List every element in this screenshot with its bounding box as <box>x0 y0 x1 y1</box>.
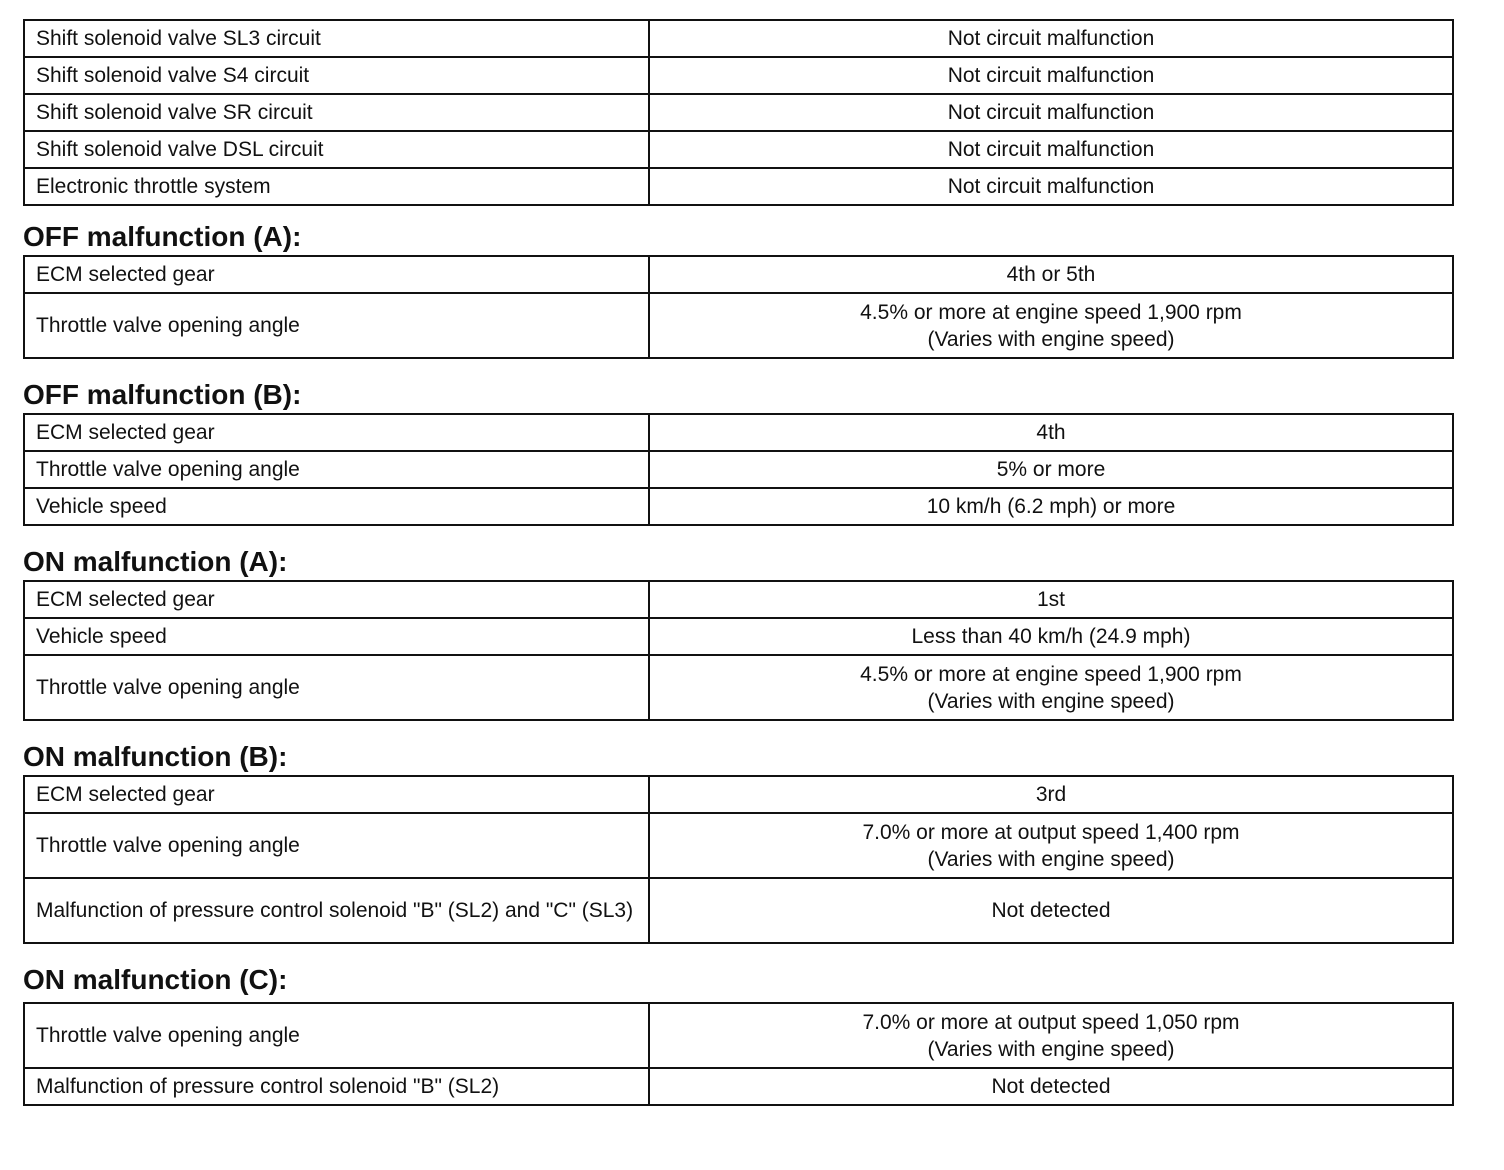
condition-label: Shift solenoid valve SL3 circuit <box>24 20 649 57</box>
condition-label: Throttle valve opening angle <box>24 813 649 878</box>
table-row <box>24 131 1453 168</box>
condition-value: Not detected <box>649 878 1453 943</box>
condition-value <box>649 293 1453 358</box>
table-row <box>24 878 1453 943</box>
off-malfunction-a-table <box>23 255 1454 359</box>
section-heading-on-malfunction-a: ON malfunction (A): <box>23 546 288 577</box>
condition-label: Throttle valve opening angle <box>24 293 649 358</box>
on-malfunction-a-table <box>23 580 1454 721</box>
condition-label: Vehicle speed <box>24 488 649 525</box>
on-malfunction-b-table <box>23 775 1454 944</box>
document-page <box>23 19 1454 1106</box>
condition-value-note: (Varies with engine speed) <box>927 1037 1175 1061</box>
condition-label: ECM selected gear <box>24 256 649 293</box>
condition-label: ECM selected gear <box>24 414 649 451</box>
condition-value: Not circuit malfunction <box>649 57 1453 94</box>
condition-value-line: 7.0% or more at output speed 1,050 rpm <box>862 1010 1240 1034</box>
condition-value: Not circuit malfunction <box>649 168 1453 205</box>
condition-value: Not circuit malfunction <box>649 20 1453 57</box>
condition-value-note: (Varies with engine speed) <box>927 689 1175 713</box>
table-row <box>24 488 1453 525</box>
condition-value-line: 4.5% or more at engine speed 1,900 rpm <box>860 662 1242 686</box>
condition-label: Throttle valve opening angle <box>24 655 649 720</box>
condition-value: Not circuit malfunction <box>649 131 1453 168</box>
condition-label: Shift solenoid valve DSL circuit <box>24 131 649 168</box>
condition-label: Throttle valve opening angle <box>24 1003 649 1068</box>
on-malfunction-c-table <box>23 1002 1454 1106</box>
condition-label: ECM selected gear <box>24 776 649 813</box>
table-row <box>24 1068 1453 1105</box>
condition-value: 4th <box>649 414 1453 451</box>
table-row <box>24 94 1453 131</box>
condition-label: Shift solenoid valve SR circuit <box>24 94 649 131</box>
condition-label: Throttle valve opening angle <box>24 451 649 488</box>
table-row <box>24 581 1453 618</box>
table-row <box>24 655 1453 720</box>
table-row <box>24 1003 1453 1068</box>
condition-value: Less than 40 km/h (24.9 mph) <box>649 618 1453 655</box>
condition-value: 5% or more <box>649 451 1453 488</box>
condition-label: Shift solenoid valve S4 circuit <box>24 57 649 94</box>
condition-label: Malfunction of pressure control solenoid "B" (SL2) <box>24 1068 649 1105</box>
condition-value: 3rd <box>649 776 1453 813</box>
condition-value <box>649 655 1453 720</box>
condition-value: Not detected <box>649 1068 1453 1105</box>
circuit-status-table <box>23 19 1454 206</box>
table-row <box>24 618 1453 655</box>
condition-label: Electronic throttle system <box>24 168 649 205</box>
condition-value: 10 km/h (6.2 mph) or more <box>649 488 1453 525</box>
section-heading-on-malfunction-c: ON malfunction (C): <box>23 964 288 995</box>
condition-value-line: 7.0% or more at output speed 1,400 rpm <box>862 820 1240 844</box>
table-row <box>24 20 1453 57</box>
condition-value-note: (Varies with engine speed) <box>927 847 1175 871</box>
table-row <box>24 168 1453 205</box>
condition-value: Not circuit malfunction <box>649 94 1453 131</box>
table-row <box>24 451 1453 488</box>
table-row <box>24 414 1453 451</box>
off-malfunction-b-table <box>23 413 1454 526</box>
condition-value: 1st <box>649 581 1453 618</box>
table-row <box>24 256 1453 293</box>
table-row <box>24 57 1453 94</box>
table-row <box>24 813 1453 878</box>
condition-label: Malfunction of pressure control solenoid "B" (SL2) and "C" (SL3) <box>24 878 649 943</box>
condition-value-line: 4.5% or more at engine speed 1,900 rpm <box>860 300 1242 324</box>
condition-label: Vehicle speed <box>24 618 649 655</box>
table-row <box>24 776 1453 813</box>
condition-value: 4th or 5th <box>649 256 1453 293</box>
condition-value <box>649 1003 1453 1068</box>
section-heading-off-malfunction-b: OFF malfunction (B): <box>23 379 302 410</box>
section-heading-on-malfunction-b: ON malfunction (B): <box>23 741 288 772</box>
condition-value-note: (Varies with engine speed) <box>927 327 1175 351</box>
section-heading-off-malfunction-a: OFF malfunction (A): <box>23 221 302 252</box>
condition-label: ECM selected gear <box>24 581 649 618</box>
condition-value <box>649 813 1453 878</box>
table-row <box>24 293 1453 358</box>
